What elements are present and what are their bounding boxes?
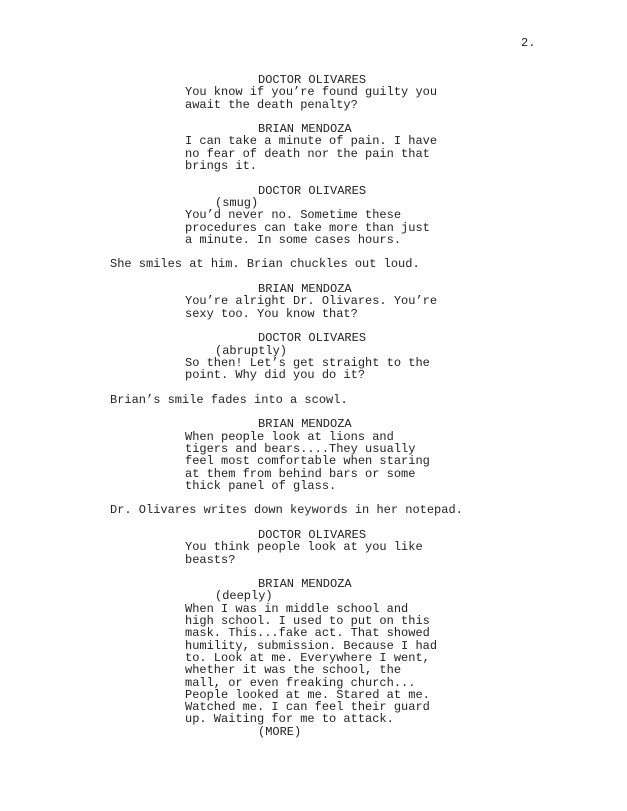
dialogue-line: mall, or even freaking church... bbox=[185, 675, 416, 690]
dialogue-line: Watched me. I can feel their guard bbox=[185, 700, 430, 715]
dialogue-line: thick panel of glass. bbox=[185, 478, 337, 493]
dialogue-line: You’re alright Dr. Olivares. You’re bbox=[185, 294, 438, 309]
dialogue-line: beasts? bbox=[185, 552, 236, 567]
character-name: DOCTOR OLIVARES bbox=[258, 527, 367, 542]
dialogue-line: sexy too. You know that? bbox=[185, 306, 358, 321]
dialogue-line: a minute. In some cases hours. bbox=[185, 232, 402, 247]
action-line: She smiles at him. Brian chuckles out loud. bbox=[110, 257, 420, 272]
dialogue-line: People looked at me. Stared at me. bbox=[185, 687, 430, 702]
page-number: 2. bbox=[521, 36, 536, 50]
parenthetical: (abruptly) bbox=[215, 343, 288, 358]
dialogue-line: When I was in middle school and bbox=[185, 601, 409, 616]
dialogue-line: You know if you’re found guilty you bbox=[185, 85, 438, 100]
dialogue-line: up. Waiting for me to attack. bbox=[185, 712, 394, 727]
dialogue-line: at them from behind bars or some bbox=[185, 466, 416, 481]
parenthetical: (smug) bbox=[215, 195, 259, 210]
dialogue-line: mask. This...fake act. That showed bbox=[185, 626, 430, 641]
action-line: Dr. Olivares writes down keywords in her notepad. bbox=[110, 503, 463, 518]
more-continuation: (MORE) bbox=[258, 724, 302, 739]
dialogue-line: tigers and bears....They usually bbox=[185, 441, 416, 456]
character-name: BRIAN MENDOZA bbox=[258, 417, 352, 432]
dialogue-line: So then! Let’s get straight to the bbox=[185, 355, 430, 370]
dialogue-line: When people look at lions and bbox=[185, 429, 394, 444]
dialogue-line: high school. I used to put on this bbox=[185, 614, 430, 629]
character-name: BRIAN MENDOZA bbox=[258, 282, 352, 297]
dialogue-line: no fear of death nor the pain that bbox=[185, 146, 430, 161]
action-line: Brian’s smile fades into a scowl. bbox=[110, 392, 348, 407]
dialogue-line: feel most comfortable when staring bbox=[185, 454, 430, 469]
dialogue-line: point. Why did you do it? bbox=[185, 368, 366, 383]
dialogue-line: brings it. bbox=[185, 159, 258, 174]
character-name: DOCTOR OLIVARES bbox=[258, 73, 367, 87]
parenthetical: (deeply) bbox=[215, 589, 273, 604]
character-name: DOCTOR OLIVARES bbox=[258, 331, 367, 346]
dialogue-line: humility, submission. Because I had bbox=[185, 638, 438, 653]
character-name: DOCTOR OLIVARES bbox=[258, 183, 367, 198]
dialogue-line: You think people look at you like bbox=[185, 540, 423, 555]
character-name: BRIAN MENDOZA bbox=[258, 122, 352, 137]
screenplay-body bbox=[0, 74, 627, 738]
dialogue-line: to. Look at me. Everywhere I went, bbox=[185, 650, 430, 665]
dialogue-line: I can take a minute of pain. I have bbox=[185, 134, 438, 149]
character-name: BRIAN MENDOZA bbox=[258, 577, 352, 592]
dialogue-line: procedures can take more than just bbox=[185, 220, 430, 235]
dialogue-line: whether it was the school, the bbox=[185, 663, 402, 678]
dialogue-line: You’d never no. Sometime these bbox=[185, 208, 402, 223]
dialogue-line: await the death penalty? bbox=[185, 97, 358, 112]
